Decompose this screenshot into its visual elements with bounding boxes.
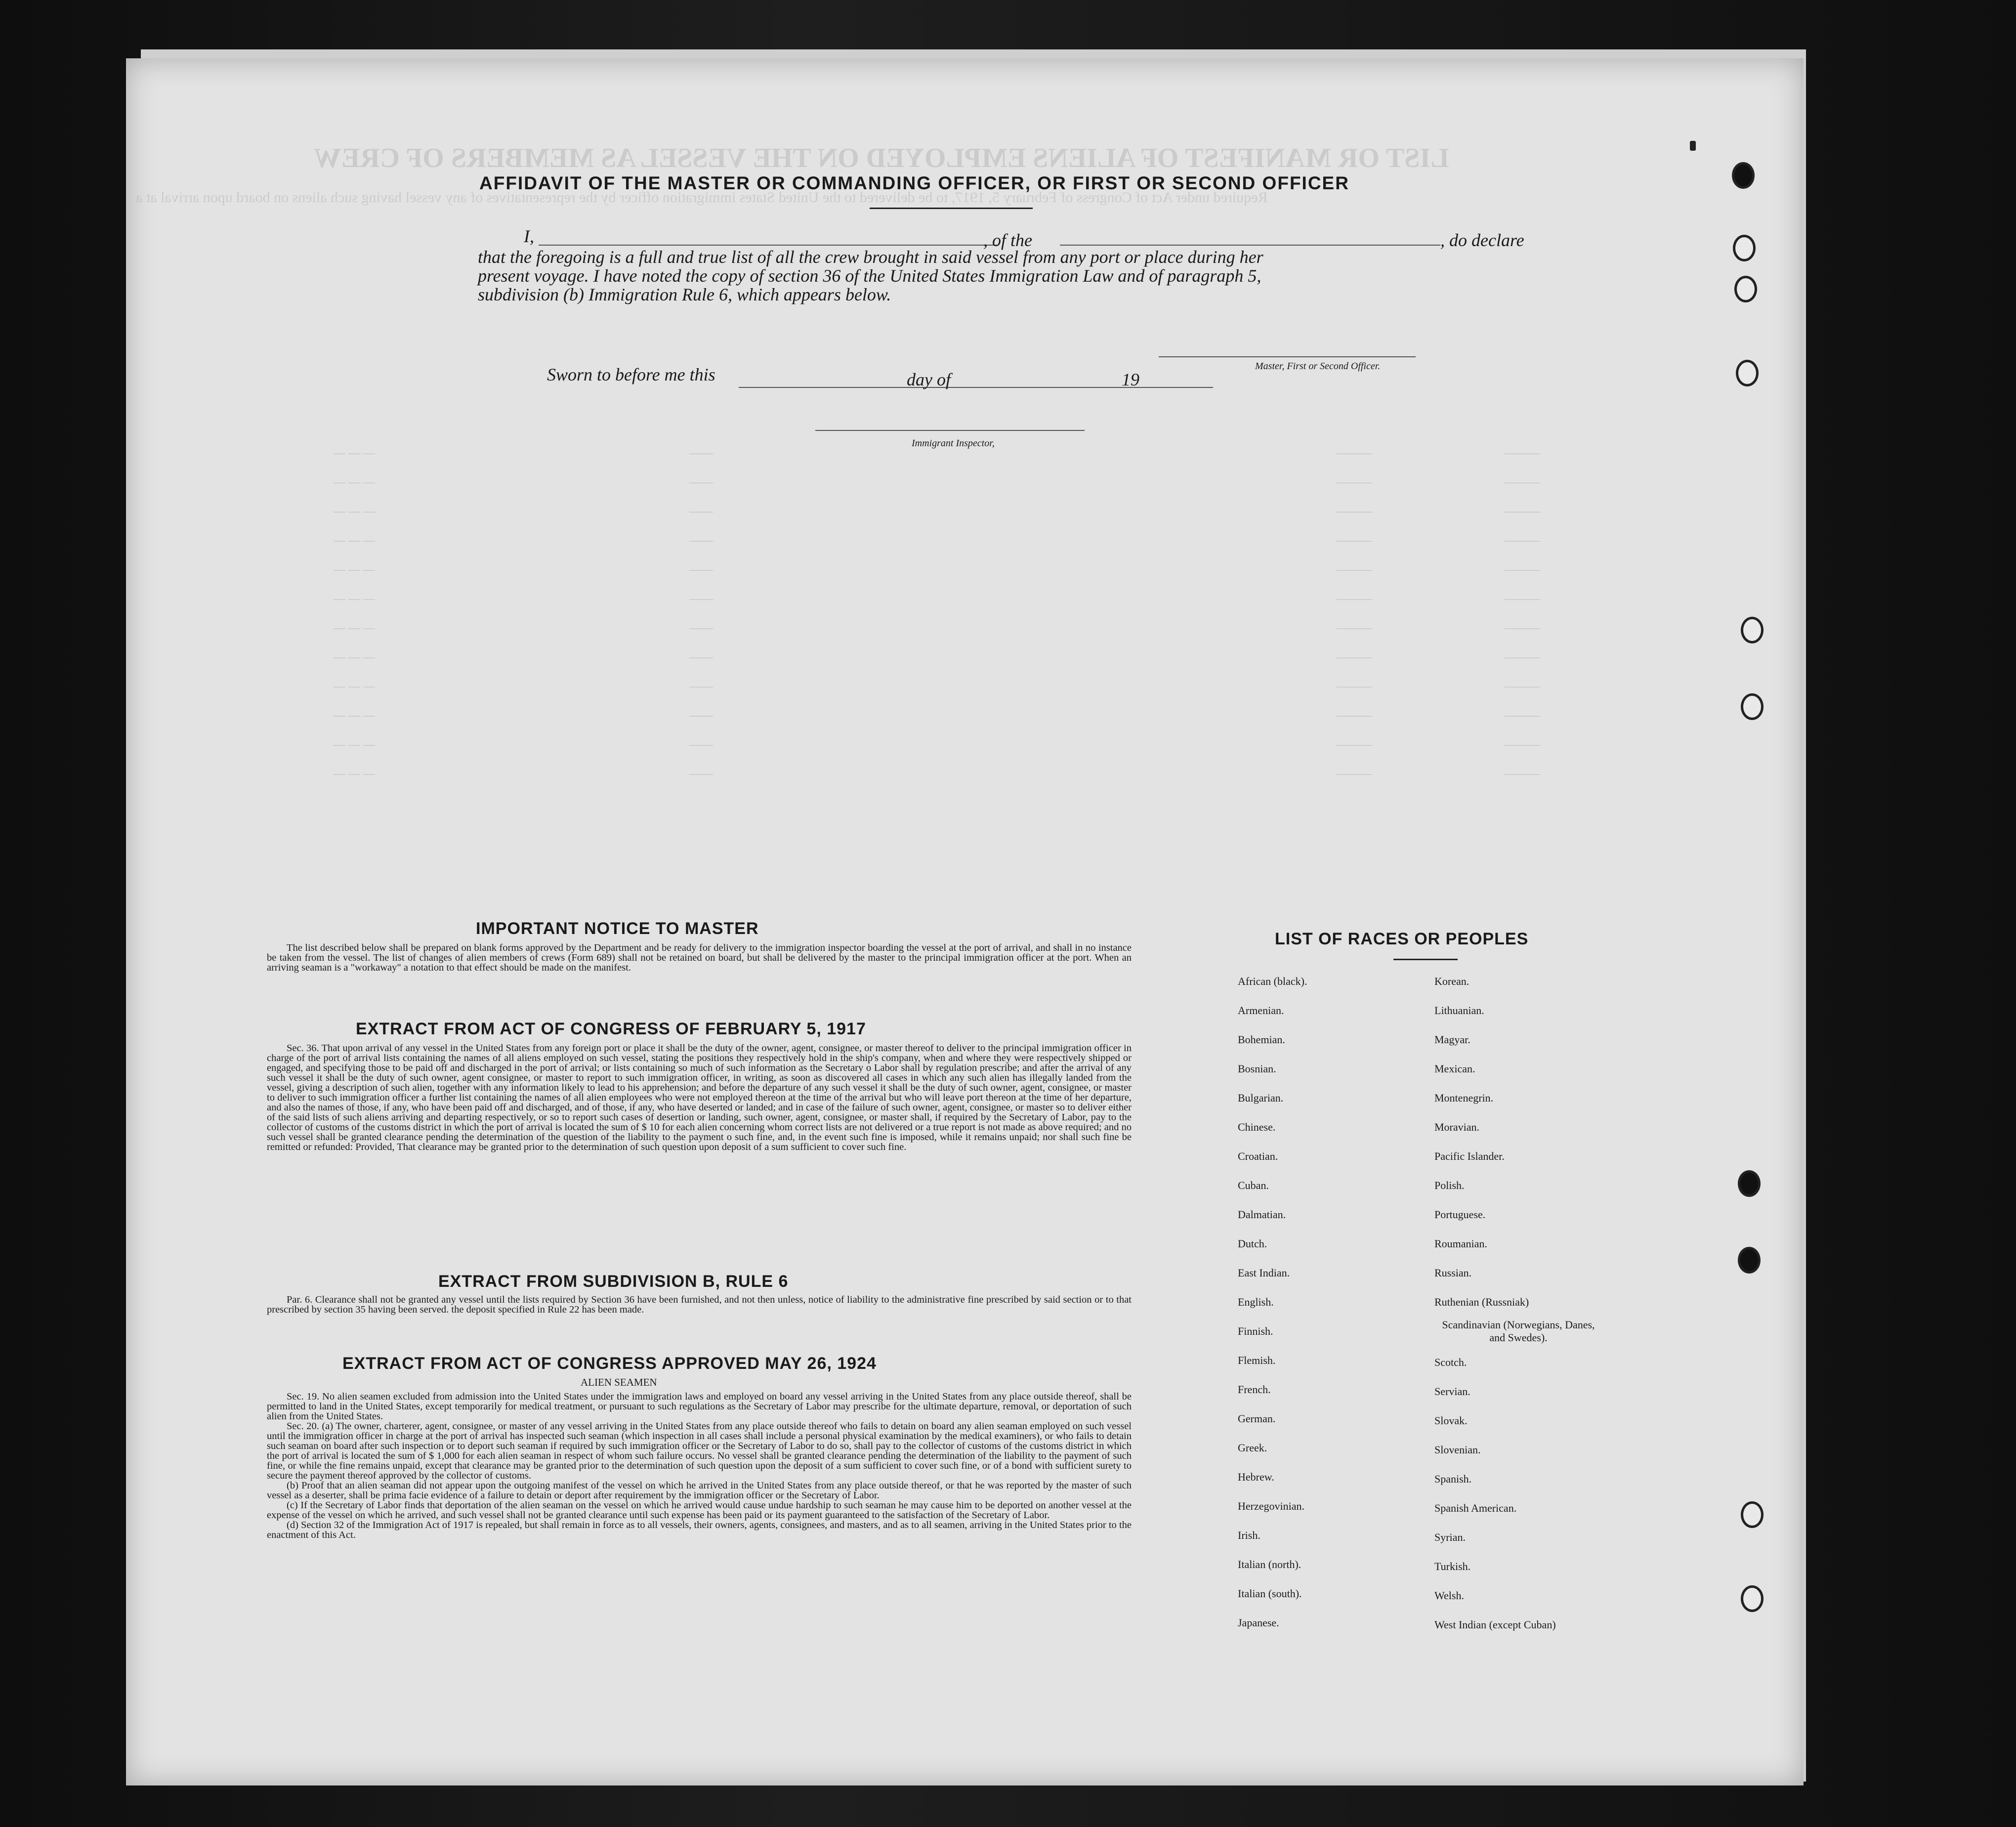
master-signature-line (1159, 356, 1416, 357)
race-item: Lithuanian. (1434, 1004, 1484, 1017)
affidavit-line1-i: I, (524, 226, 534, 246)
race-item: Roumanian. (1434, 1237, 1487, 1250)
race-item: Magyar. (1434, 1033, 1470, 1046)
race-item: German. (1238, 1412, 1276, 1425)
race-item: Portuguese. (1434, 1208, 1486, 1221)
extract-1924-heading: EXTRACT FROM ACT OF CONGRESS APPROVED MAY 26, 1924 (342, 1354, 877, 1373)
race-item: Italian (north). (1238, 1558, 1302, 1571)
extract-rule6-text: Par. 6. Clearance shall not be granted any vessel until the lists required by Section 36 have been furnished, and not then unless, notice of liability to the administrative fine prescribed by said section or to that prescribed by section 35 having been served. the deposit specified in Rule 22 has been made. (267, 1294, 1132, 1315)
extract-1917-heading: EXTRACT FROM ACT OF CONGRESS OF FEBRUARY 5, 1917 (356, 1020, 866, 1038)
affidavit-line1-of-the: , of the (983, 230, 1032, 250)
race-item: Bosnian. (1238, 1062, 1276, 1075)
race-item: East Indian. (1238, 1267, 1290, 1279)
race-item: Servian. (1434, 1385, 1470, 1398)
day-of-text: day of (907, 370, 951, 389)
punch-hole (1738, 1247, 1761, 1274)
extract-1917-text: Sec. 36. That upon arrival of any vessel in the United States from any foreign port or place it shall be the duty of the owner, agent, consignee, or master thereof to deliver to the principal immigration officer in charge of the port of arrival lists containing the names of all aliens employed on such vessel, stating the positions they respectively hold in the ship's company, when and where they were respectively shipped or engaged, and specifying those to be paid off and discharged in the port of arrival; or lists containing so much of such information as the Secretary o Labor shall by regulation prescribe; and after the arrival of any such vessel it shall be the duty of such owner, agent consignee, or master to report to such immigration officer, in writing, as soon as discovered all cases in which any such alien has illegally landed from the vessel, giving a description of such alien, together with any information likely to lead to his apprehension; and before the departure of any such vessel it shall be the duty of such owner, agent, consignee, or master to deliver to such immigration officer a further list containing the names of all alien employees who were not employed thereon at the time of the arrival but who will leave port thereon at the time of her departure, and also the names of those, if any, who have been paid off and discharged, and of those, if any, who have deserted or landed; and in case of the failure of such owner, agent, consignee, or master so to deliver either of the said lists of such aliens arriving and departing respectively, or so to report such cases of desertion or landing, such owner, agent, consignee, or master shall, if required by the Secretary of Labor, pay to the collector of customs of the customs district in which the port of arrival is located the sum of $ 10 for each alien concerning whom correct lists are not delivered or a true report is not made as above required; and no such vessel shall be granted clearance pending the determination of the question of the liability to the payment o such fine, and, in the event such fine is imposed, while it remains unpaid; nor shall such fine be remitted or refunded: Provided, That clearance may be granted prior to the determination of such question upon deposit of a sum sufficient to cover such fine. (267, 1043, 1132, 1152)
race-item: Russian. (1434, 1267, 1472, 1279)
race-item: Syrian. (1434, 1531, 1466, 1543)
race-item: Italian (south). (1238, 1587, 1302, 1600)
race-item: Cuban. (1238, 1179, 1269, 1191)
inspector-label: Immigrant Inspector, (912, 438, 995, 449)
race-item: Hebrew. (1238, 1471, 1274, 1483)
punch-hole (1733, 235, 1756, 261)
punch-hole (1741, 1501, 1764, 1528)
race-item: Armenian. (1238, 1004, 1284, 1017)
master-label: Master, First or Second Officer. (1255, 361, 1381, 372)
month-blank (956, 387, 1213, 388)
affidavit-line3: present voyage. I have noted the copy of section 36 of the United States Immigration Law and of paragraph 5, (478, 266, 1261, 286)
name-blank (539, 245, 998, 246)
race-item: Ruthenian (Russniak) (1434, 1296, 1529, 1308)
race-item: Dutch. (1238, 1237, 1267, 1250)
bleed-through-column: ——— ——— ——— ——— ——— ——— ——— ——— ——— ——— ——— ——— (1337, 447, 1372, 780)
race-item: Finnish. (1238, 1325, 1273, 1337)
race-item: Spanish. (1434, 1473, 1472, 1485)
affidavit-line2: that the foregoing is a full and true list of all the crew brought in said vessel from any port or place during her (478, 247, 1263, 267)
race-item: Irish. (1238, 1529, 1260, 1541)
race-item: Polish. (1434, 1179, 1465, 1191)
bleed-through-subtitle: Required under Act of Congress of February 5, 1917, to be delivered to the United States immigration officer by the representatives of any vessel having such aliens on board upon arrival at a (136, 189, 1268, 206)
punch-hole (1741, 617, 1764, 643)
race-item: Flemish. (1238, 1354, 1276, 1366)
race-item: Pacific Islander. (1434, 1150, 1505, 1162)
race-item: Scotch. (1434, 1356, 1467, 1368)
race-item: Croatian. (1238, 1150, 1278, 1162)
affidavit-title: AFFIDAVIT OF THE MASTER OR COMMANDING OFFICER, OR FIRST OR SECOND OFFICER (479, 173, 1349, 193)
races-underline (1393, 959, 1458, 960)
race-item: Slovak. (1434, 1414, 1468, 1427)
race-item: Herzegovinian. (1238, 1500, 1304, 1512)
punch-hole (1736, 360, 1759, 386)
races-left-column (1238, 967, 1307, 1637)
punch-hole (1741, 1585, 1764, 1612)
race-item: Spanish American. (1434, 1502, 1517, 1514)
punch-hole (1732, 162, 1755, 189)
race-item: Bohemian. (1238, 1033, 1285, 1046)
sworn-text: Sworn to before me this (547, 365, 715, 384)
race-item: West Indian (except Cuban) (1434, 1618, 1556, 1631)
affidavit-line1-do-declare: , do declare (1440, 230, 1524, 250)
notice-heading: IMPORTANT NOTICE TO MASTER (476, 919, 759, 938)
races-heading: LIST OF RACES OR PEOPLES (1275, 930, 1529, 948)
punch-hole (1741, 693, 1764, 720)
race-item: Korean. (1434, 975, 1470, 987)
title-underline (870, 208, 1033, 209)
vessel-blank (1060, 245, 1440, 246)
bleed-through-title: LIST OR MANIFEST OF ALIENS EMPLOYED ON THE VESSEL AS MEMBERS OF CREW (314, 143, 1449, 173)
race-item: Turkish. (1434, 1560, 1471, 1572)
race-item: Dalmatian. (1238, 1208, 1286, 1221)
race-item: Scandinavian (Norwegians, Danes, and Swedes). (1442, 1318, 1595, 1344)
race-item: Greek. (1238, 1442, 1267, 1454)
races-right-column (1434, 967, 1602, 1639)
inspector-signature-line (815, 430, 1085, 431)
race-item: African (black). (1238, 975, 1307, 987)
bleed-through-column: ——— ——— ——— ——— ——— ——— ——— ——— ——— ——— ——— ——— (1505, 447, 1540, 780)
race-item: English. (1238, 1296, 1274, 1308)
extract-rule6-heading: EXTRACT FROM SUBDIVISION B, RULE 6 (438, 1272, 789, 1291)
document-page (126, 58, 1804, 1785)
race-item: Mexican. (1434, 1062, 1475, 1075)
race-item: Montenegrin. (1434, 1092, 1494, 1104)
extract-1924-text: Sec. 19. No alien seamen excluded from admission into the United States under the immigration laws and employed on board any vessel arriving in the United States from any place outside thereof, shall be permitted to land in the United States, except temporarily for medical treatment, or pursuant to such regulations as the Secretary of Labor may prescribe for the ultimate departure, removal, or deportation of such alien from the United States. Sec. 20. (a) The owner, charterer, agent, consignee, or master of any vessel arriving in the United States from any place outside thereof who fails to detain on board any alien seaman employed on such vessel until the immigration officer in charge at the port of arrival has inspected such seaman (which inspection in all cases shall include a personal physical examination by the medical examiners), or who fails to detain such seaman on board after such inspection or to deport such seaman if required by such immigration officer or the Secretary of Labor to do so, shall pay to the collector of customs of the customs district in which the port of arrival is located the sum of $ 1,000 for each alien seaman in respect of whom such failure occurs. No vessel shall be granted clearance pending the determination of the liability to the payment of such fine, or while the fine remains unpaid, except that clearance may be granted prior to the determination of such question upon the deposit of a sum sufficient to cover such fine, or of a bond with sufficient surety to secure the payment thereof approved by the collector of customs. (b) Proof that an alien seaman did not appear upon the outgoing manifest of the vessel on which he arrived in the United States from any place outside thereof, or that he was reported by the master of such vessel as a deserter, shall be prima facie evidence of a failure to detain or deport after requirement by the immigration officer or the Secretary of Labor. (c) If the Secretary of Labor finds that deportation of the alien seaman on the vessel on which he arrived would cause undue hardship to such seaman he may cause him to be deported on another vessel at the expense of the vessel on which he arrived, and such vessel shall not be granted clearance until such expense has been paid or its payment guaranteed to the satisfaction of the Secretary of Labor. (d) Section 32 of the Immigration Act of 1917 is repealed, but shall remain in force as to all vessels, their owners, agents, consignees, and masters, and as to all seamen, arriving in the United States prior to the enactment of this Act. (267, 1391, 1132, 1540)
race-item: Moravian. (1434, 1121, 1480, 1133)
race-item: Bulgarian. (1238, 1092, 1284, 1104)
punch-hole (1738, 1170, 1761, 1197)
ink-mark (1690, 141, 1696, 151)
notice-text: The list described below shall be prepared on blank forms approved by the Department and be ready for delivery to the immigration inspector boarding the vessel at the port of arrival, and shall in no instance be taken from the vessel. The list of changes of alien members of crews (Form 689) shall not be retained on board, but shall be delivered by the master to the principal immigration officer at the port. When an arriving seaman is a "workaway" a notation to that effect should be made on the manifest. (267, 942, 1132, 973)
bleed-through-column: —— —— —— —— —— —— —— —— —— —— —— —— (689, 447, 713, 780)
race-item: Chinese. (1238, 1121, 1276, 1133)
race-item: Japanese. (1238, 1616, 1279, 1629)
affidavit-line4: subdivision (b) Immigration Rule 6, which appears below. (478, 285, 891, 304)
race-item: Slovenian. (1434, 1444, 1481, 1456)
extract-1924-subheading: ALIEN SEAMEN (581, 1376, 657, 1388)
year-prefix: 19 (1122, 370, 1139, 389)
punch-hole (1734, 276, 1757, 302)
bleed-through-column: — — — — — — — — — — — — — — — — — — — — — — — — — — — — — — — — — — — — (334, 447, 375, 780)
race-item: Welsh. (1434, 1589, 1464, 1602)
race-item: French. (1238, 1383, 1271, 1396)
